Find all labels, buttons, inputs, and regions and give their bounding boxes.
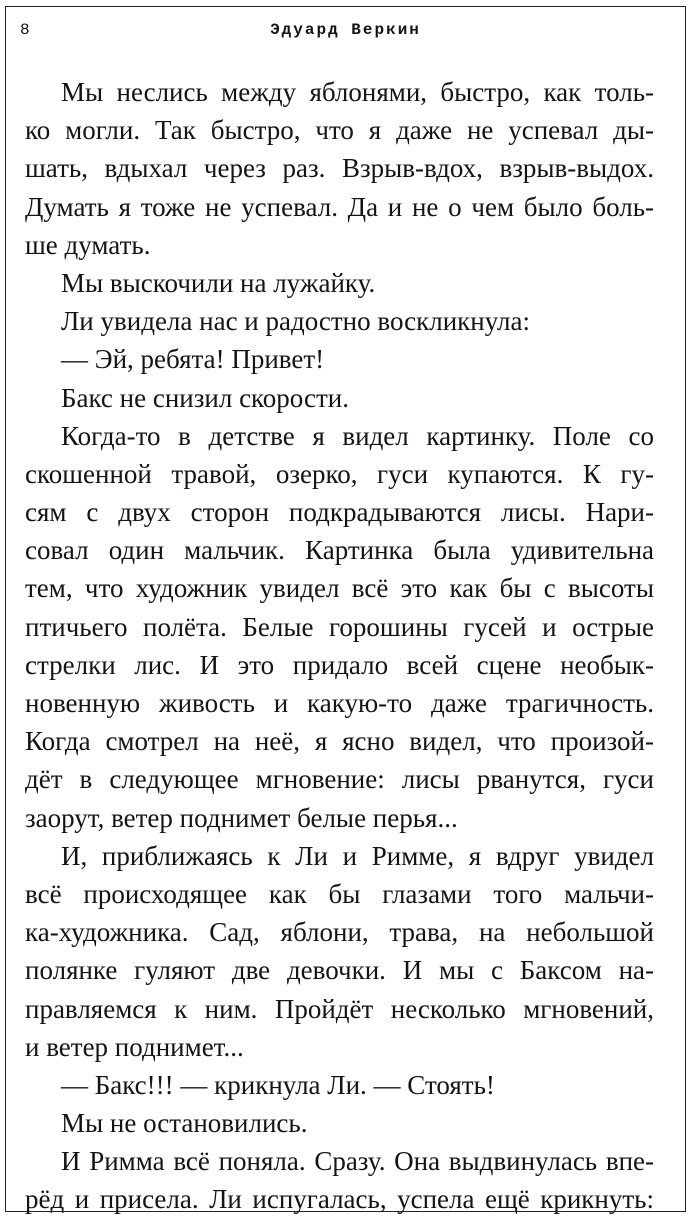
text-line: Думать я тоже не успевал. Да и не о чем было боль- [25, 191, 654, 222]
text-line: ка-художника. Сад, яблони, трава, на небольшой [25, 917, 654, 948]
text-line: дёт в следующее мгновение: лисы рванутся, гуси [25, 764, 654, 795]
text-line: всё происходящее как бы глазами того мальчи- [25, 878, 654, 909]
text-line: — Бакс!!! — крикнула Ли. — Стоять! [61, 1069, 495, 1100]
text-line: Ли увидела нас и радостно воскликнула: [61, 306, 530, 337]
text-line: ше думать. [25, 229, 151, 260]
book-page [5, 6, 686, 1215]
page-header [6, 21, 685, 45]
text-line: и ветер поднимет... [25, 1031, 244, 1062]
text-line: полянке гуляют две девочки. И мы с Баксом на- [25, 955, 654, 986]
text-line: новенную живость и какую-то даже трагичность. [25, 688, 654, 718]
text-line: Мы не остановились. [61, 1108, 308, 1139]
text-line: Когда-то в детстве я видел картинку. Поле со [61, 420, 654, 451]
text-line: Бакс не снизил скорости. [61, 382, 349, 413]
text-line: скошенной травой, озерко, гуси купаются. К гу- [25, 458, 654, 489]
text-line: птичьего полёта. Белые горошины гусей и острые [25, 611, 654, 642]
body-text [25, 73, 654, 1219]
text-line: Мы выскочили на лужайку. [61, 267, 376, 298]
text-line: Мы неслись между яблонями, быстро, как толь- [61, 77, 654, 107]
page-number: 8 [20, 21, 31, 39]
text-line: — Эй, ребята! Привет! [61, 344, 325, 375]
text-line: И, приближаясь к Ли и Римме, я вдруг увидел [61, 840, 654, 871]
text-line: правляемся к ним. Пройдёт несколько мгновений, [25, 993, 654, 1024]
text-line: И Римма всё поняла. Сразу. Она выдвинулась впе- [61, 1146, 654, 1177]
text-line: стрелки лис. И это придало всей сцене необык- [25, 649, 654, 680]
text-line: Когда смотрел на неё, я ясно видел, что произой- [25, 726, 654, 757]
text-line: шать, вдыхал через раз. Взрыв-вдох, взрыв-выдох. [25, 153, 654, 184]
running-head-author: Эдуард Веркин [270, 21, 421, 39]
text-line: совал один мальчик. Картинка была удивительна [25, 535, 654, 566]
text-line: рёд и присела. Ли испугалась, успела ещё крикнуть: [25, 1184, 654, 1215]
text-line: тем, что художник увидел всё это как бы с высоты [25, 573, 654, 604]
text-line: ко могли. Так быстро, что я даже не успевал ды- [25, 115, 654, 146]
text-line: заорут, ветер поднимет белые перья... [25, 802, 458, 833]
text-line: сям с двух сторон подкрадываются лисы. Нари- [25, 497, 654, 528]
